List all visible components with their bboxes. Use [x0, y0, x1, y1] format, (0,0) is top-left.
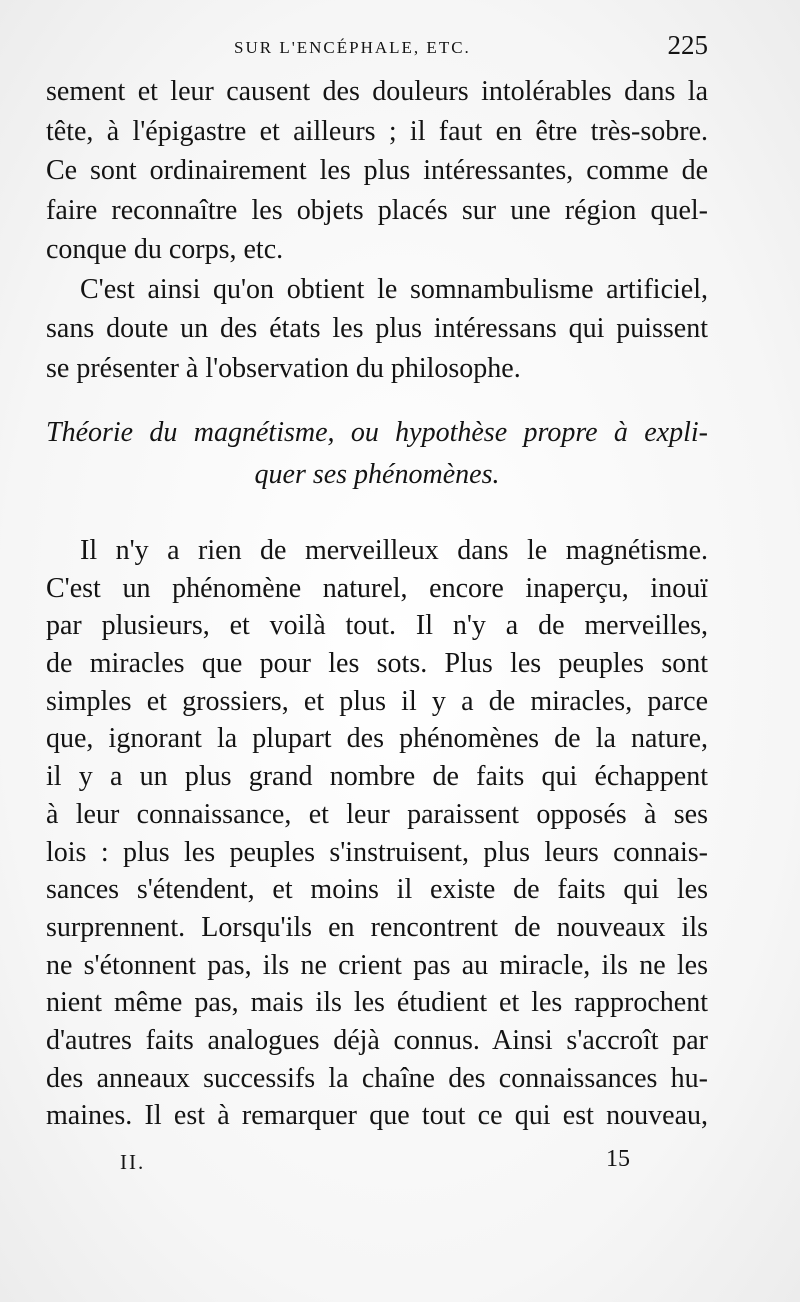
text-line: par plusieurs, et voilà tout. Il n'y a de merveilles,	[46, 610, 708, 642]
text-line: à leur connaissance, et leur paraissent opposés à ses	[46, 798, 708, 830]
signature-mark: II.	[120, 1150, 146, 1174]
text-line: sement et leur causent des douleurs intolérables dans la	[46, 76, 708, 107]
text-line: lois : plus les peuples s'instruisent, plus leurs connais-	[46, 836, 708, 868]
text-line: C'est ainsi qu'on obtient le somnambulisme artificiel,	[80, 273, 708, 305]
text-line: surprennent. Lorsqu'ils en rencontrent de nouveaux ils	[46, 911, 708, 943]
text-line: Ce sont ordinairement les plus intéressantes, comme de	[46, 155, 708, 186]
text-line: se présenter à l'observation du philosophe.	[46, 352, 521, 384]
text-line: que, ignorant la plupart des phénomènes de la nature,	[46, 723, 708, 755]
text-line: simples et grossiers, et plus il y a de miracles, parce	[46, 685, 708, 717]
main-paragraph	[46, 532, 708, 1135]
text-line: faire reconnaître les objets placés sur une région quel-	[46, 194, 708, 226]
text-line: tête, à l'épigastre et ailleurs ; il faut en être très-sobre.	[46, 115, 708, 147]
text-line: sances s'étendent, et moins il existe de faits qui les	[46, 874, 708, 906]
text-line: C'est un phénomène naturel, encore inaperçu, inouï	[46, 572, 708, 604]
page-header	[46, 30, 706, 70]
text-line: sans doute un des états les plus intéressans qui puissent	[46, 313, 708, 344]
text-line: des anneaux successifs la chaîne des connaissances hu-	[46, 1062, 708, 1094]
heading-line: quer ses phénomènes.	[254, 459, 500, 490]
text-line: Il n'y a rien de merveilleux dans le magnétisme.	[80, 535, 708, 566]
text-line: nient même pas, mais ils les étudient et les rapprochent	[46, 987, 708, 1019]
heading-line: Théorie du magnétisme, ou hypothèse propre à expli-	[46, 417, 708, 448]
text-line: conque du corps, etc.	[46, 234, 284, 265]
section-heading	[46, 412, 708, 496]
text-line: maines. Il est à remarquer que tout ce qui est nouveau,	[46, 1100, 708, 1132]
text-line: ne s'étonnent pas, ils ne crient pas au miracle, ils ne les	[46, 949, 708, 981]
text-line: d'autres faits analogues déjà connus. Ainsi s'accroît par	[46, 1024, 708, 1056]
page-number: 225	[667, 30, 708, 60]
text-line: il y a un plus grand nombre de faits qui échappent	[46, 761, 708, 793]
sheet-number: 15	[606, 1146, 630, 1172]
text-line: de miracles que pour les sots. Plus les peuples sont	[46, 648, 708, 680]
running-head: SUR L'ENCÉPHALE, ETC.	[234, 38, 471, 57]
opening-paragraphs	[46, 72, 708, 388]
page-footer	[120, 1146, 630, 1186]
